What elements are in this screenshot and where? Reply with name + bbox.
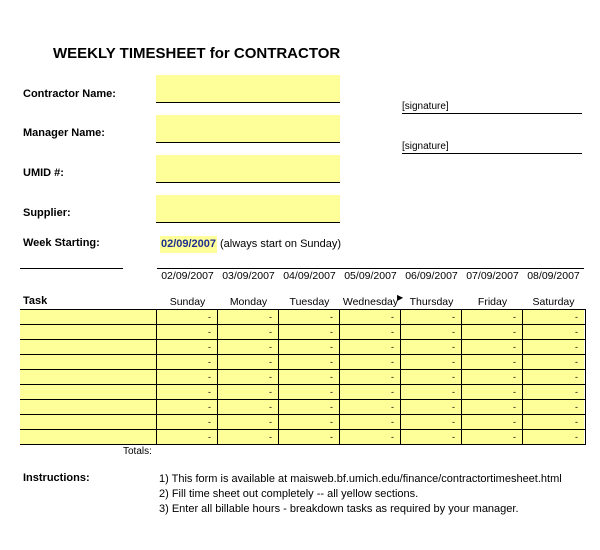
hours-cell[interactable]: - [401, 415, 462, 429]
instruction-item: 3) Enter all billable hours - breakdown tasks as required by your manager. [159, 503, 519, 515]
hours-cell[interactable]: - [462, 415, 523, 429]
table-row [20, 370, 585, 385]
task-cell[interactable] [20, 415, 157, 429]
hours-cell[interactable]: - [157, 370, 218, 384]
date-tuesday: 04/09/2007 [283, 270, 336, 282]
day-friday: Friday [477, 296, 508, 308]
table-row [20, 400, 585, 415]
week-start-note: (always start on Sunday) [220, 238, 342, 250]
hours-cell[interactable]: - [462, 370, 523, 384]
date-header-row [157, 268, 584, 283]
hours-cell[interactable]: - [157, 325, 218, 339]
table-row [20, 355, 585, 370]
contractor-name-field[interactable] [156, 75, 340, 103]
date-monday: 03/09/2007 [222, 270, 275, 282]
day-tuesday: Tuesday [289, 296, 330, 308]
hours-cell[interactable]: - [401, 430, 462, 444]
section-divider [20, 268, 123, 269]
week-start-date-field[interactable]: 02/09/2007 [160, 236, 217, 253]
hours-cell[interactable]: - [218, 385, 279, 399]
task-cell[interactable] [20, 385, 157, 399]
hours-cell[interactable]: - [401, 400, 462, 414]
hours-cell[interactable]: - [462, 325, 523, 339]
umid-field[interactable] [156, 155, 340, 183]
hours-cell[interactable]: - [462, 355, 523, 369]
task-cell[interactable] [20, 355, 157, 369]
hours-cell[interactable]: - [340, 385, 401, 399]
hours-cell[interactable]: - [462, 430, 523, 444]
hours-cell[interactable]: - [279, 385, 340, 399]
hours-cell[interactable]: - [157, 400, 218, 414]
hours-cell[interactable]: - [157, 415, 218, 429]
supplier-field[interactable] [156, 195, 340, 223]
task-cell[interactable] [20, 370, 157, 384]
hours-cell[interactable]: - [157, 430, 218, 444]
hours-cell[interactable]: - [401, 340, 462, 354]
table-row [20, 340, 585, 355]
hours-cell[interactable]: - [279, 415, 340, 429]
hours-cell[interactable]: - [340, 340, 401, 354]
hours-cell[interactable]: - [462, 385, 523, 399]
hours-cell[interactable]: - [340, 430, 401, 444]
hours-cell[interactable]: - [523, 400, 584, 414]
day-sunday: Sunday [169, 296, 206, 308]
hours-cell[interactable]: - [279, 430, 340, 444]
hours-cell[interactable]: - [218, 340, 279, 354]
hours-cell[interactable]: - [523, 310, 584, 324]
task-cell[interactable] [20, 400, 157, 414]
hours-cell[interactable]: - [523, 370, 584, 384]
hours-cell[interactable]: - [523, 340, 584, 354]
hours-cell[interactable]: - [157, 385, 218, 399]
hours-cell[interactable]: - [462, 340, 523, 354]
supplier-label: Supplier: [23, 207, 71, 219]
hours-cell[interactable]: - [401, 385, 462, 399]
page-title: WEEKLY TIMESHEET for CONTRACTOR [53, 45, 341, 62]
hours-cell[interactable]: - [401, 310, 462, 324]
date-thursday: 06/09/2007 [405, 270, 458, 282]
hours-cell[interactable]: - [279, 400, 340, 414]
instructions-label: Instructions: [23, 472, 90, 484]
day-thursday: Thursday [409, 296, 454, 308]
date-sunday: 02/09/2007 [161, 270, 214, 282]
hours-cell[interactable]: - [523, 415, 584, 429]
table-row [20, 325, 585, 340]
manager-name-field[interactable] [156, 115, 340, 143]
hours-cell[interactable]: - [157, 340, 218, 354]
hours-cell[interactable]: - [218, 310, 279, 324]
hours-cell[interactable]: - [279, 310, 340, 324]
hours-cell[interactable]: - [218, 370, 279, 384]
hours-cell[interactable]: - [157, 310, 218, 324]
hours-cell[interactable]: - [401, 370, 462, 384]
manager-name-label: Manager Name: [23, 127, 105, 139]
table-row [20, 385, 585, 400]
instruction-item: 2) Fill time sheet out completely -- all yellow sections. [159, 488, 419, 500]
hours-cell[interactable]: - [279, 355, 340, 369]
hours-cell[interactable]: - [279, 340, 340, 354]
hours-cell[interactable]: - [340, 370, 401, 384]
hours-cell[interactable]: - [523, 355, 584, 369]
hours-cell[interactable]: - [340, 400, 401, 414]
contractor-signature-line[interactable]: [signature] [402, 101, 582, 114]
contractor-name-label: Contractor Name: [23, 88, 116, 100]
hours-cell[interactable]: - [279, 325, 340, 339]
day-wednesday: Wednesday [342, 296, 399, 308]
hours-cell[interactable]: - [401, 355, 462, 369]
day-header-row [157, 295, 584, 309]
hours-cell[interactable]: - [218, 400, 279, 414]
task-column-header: Task [23, 295, 48, 307]
task-cell[interactable] [20, 325, 157, 339]
hours-cell[interactable]: - [462, 400, 523, 414]
hours-cell[interactable]: - [523, 325, 584, 339]
day-monday: Monday [229, 296, 268, 308]
hours-cell[interactable]: - [340, 325, 401, 339]
table-row [20, 310, 585, 325]
umid-label: UMID #: [23, 167, 64, 179]
hours-cell[interactable]: - [340, 415, 401, 429]
hours-cell[interactable]: - [462, 310, 523, 324]
table-row [20, 415, 585, 430]
pointer-cursor-icon: ▶ [397, 293, 404, 302]
task-cell[interactable] [20, 430, 157, 444]
hours-cell[interactable]: - [523, 430, 584, 444]
date-friday: 07/09/2007 [466, 270, 519, 282]
hours-cell[interactable]: - [218, 325, 279, 339]
hours-cell[interactable]: - [218, 430, 279, 444]
hours-cell[interactable]: - [340, 310, 401, 324]
instruction-item: 1) This form is available at maisweb.bf.umich.edu/finance/contractortimesheet.html [159, 473, 562, 485]
task-cell[interactable] [20, 340, 157, 354]
totals-label: Totals: [123, 446, 152, 457]
hours-cell[interactable]: - [218, 415, 279, 429]
task-cell[interactable] [20, 310, 157, 324]
date-wednesday: 05/09/2007 [344, 270, 397, 282]
manager-signature-line[interactable]: [signature] [402, 141, 582, 154]
hours-cell[interactable]: - [157, 355, 218, 369]
day-saturday: Saturday [532, 296, 575, 308]
hours-cell[interactable]: - [218, 355, 279, 369]
date-saturday: 08/09/2007 [527, 270, 580, 282]
table-row [20, 430, 585, 445]
timesheet-grid [20, 309, 586, 445]
week-starting-label: Week Starting: [23, 237, 100, 249]
hours-cell[interactable]: - [523, 385, 584, 399]
hours-cell[interactable]: - [340, 355, 401, 369]
hours-cell[interactable]: - [279, 370, 340, 384]
hours-cell[interactable]: - [401, 325, 462, 339]
